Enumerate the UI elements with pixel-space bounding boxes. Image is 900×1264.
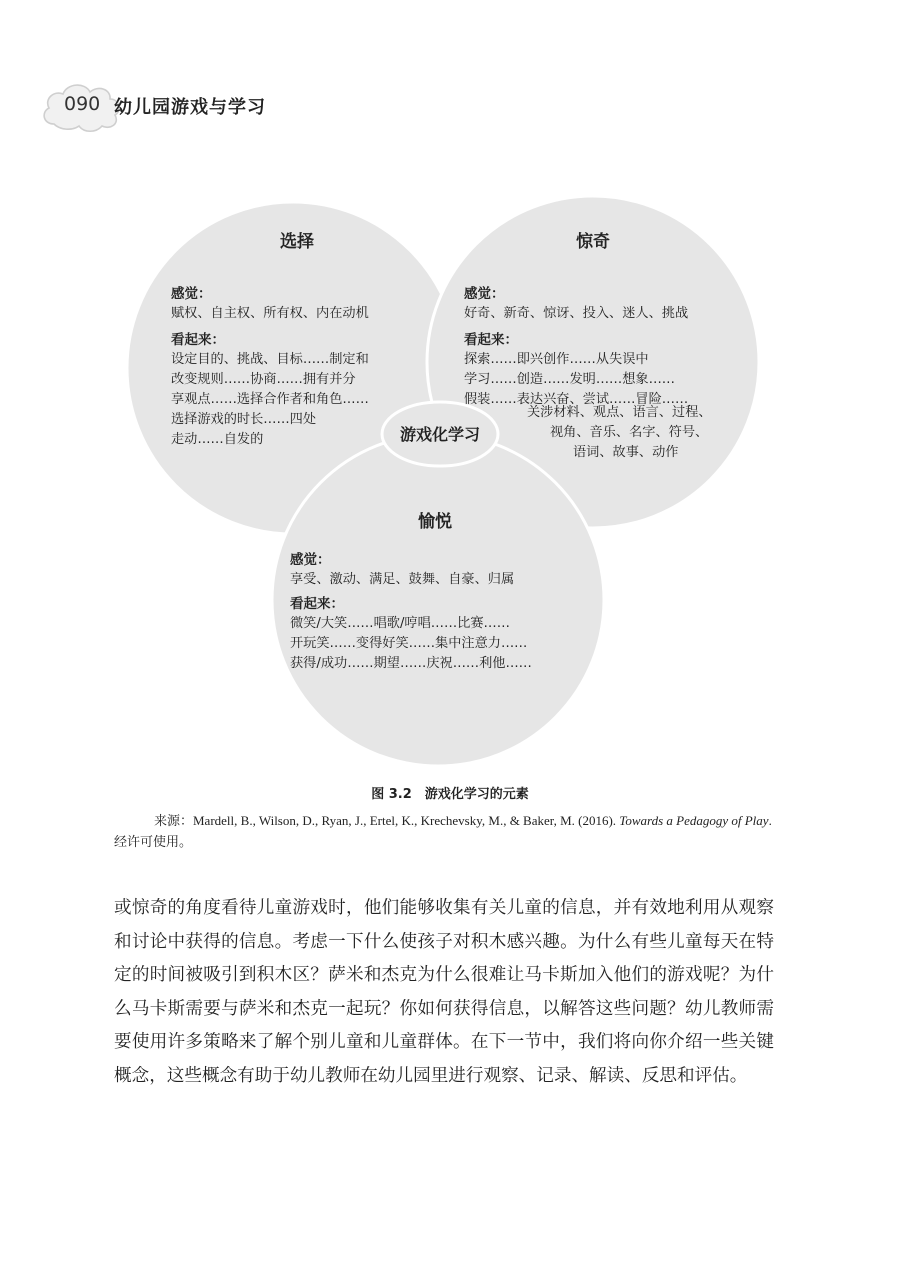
body-text — [114, 892, 774, 1093]
choice-look-line: 选择游戏的时长……四处 — [171, 412, 317, 427]
center-label: 游戏化学习 — [399, 425, 480, 444]
wonder-look-line: 语词、故事、动作 — [573, 445, 679, 460]
choice-look-line: 设定目的、挑战、目标……制定和 — [171, 352, 369, 367]
wonder-look-label: 看起来： — [464, 332, 518, 348]
choice-look-line: 走动……自发的 — [171, 432, 264, 447]
body-paragraph: 或惊奇的角度看待儿童游戏时，他们能够收集有关儿童的信息，并有效地利用从观察和讨论中获得的信息。考虑一下什么使孩子对积木感兴趣。为什么有些儿童每天在特定的时间被吸引到积木区？萨米和杰克为什么很难让马卡斯加入他们的游戏呢？为什么马卡斯需要与萨米和杰克一起玩？你如何获得信息，以解答这些问题？幼儿教师需要使用许多策略来了解个别儿童和儿童群体。在下一节中，我们将向你介绍一些关键概念，这些概念有助于幼儿教师在幼儿园里进行观察、记录、解读、反思和评估。 — [114, 898, 774, 1086]
wonder-title: 惊奇 — [576, 232, 610, 252]
delight-look — [290, 594, 532, 674]
wonder-look-line: 关涉材料、观点、语言、过程、 — [527, 405, 712, 420]
book-title: 幼儿园游戏与学习 — [114, 97, 266, 118]
choice-feel-label: 感觉： — [171, 286, 212, 302]
delight-title: 愉悦 — [418, 512, 452, 532]
wonder-look-line: 视角、音乐、名字、符号、 — [550, 425, 709, 440]
choice-look-label: 看起来： — [171, 332, 225, 348]
delight-look-line: 微笑/大笑……唱歌/哼唱……比赛…… — [290, 616, 510, 631]
wonder-look-line: 探索……即兴创作……从失误中 — [464, 352, 649, 367]
delight-look-line: 获得/成功……期望……庆祝……利他…… — [290, 656, 532, 671]
source-prefix: 来源：Mardell, B., Wilson, D., Ryan, J., Ertel, K., Krechevsky, M., & Baker, M. (2016). — [154, 813, 620, 828]
figure-source — [114, 810, 780, 852]
wonder-feel-text: 好奇、新奇、惊讶、投入、迷人、挑战 — [464, 306, 689, 321]
source-title: Towards a Pedagogy of Play — [619, 813, 769, 828]
wonder-look — [464, 330, 688, 410]
choice-look-line: 改变规则……协商……拥有并分 — [171, 372, 356, 387]
choice-look — [171, 330, 369, 450]
wonder-feel-label: 感觉： — [464, 286, 505, 302]
choice-title: 选择 — [280, 232, 314, 252]
wonder-look-line: 假装……表达兴奋、尝试……冒险…… — [464, 392, 689, 407]
delight-feel — [290, 550, 514, 590]
choice-feel — [171, 284, 369, 324]
choice-feel-text: 赋权、自主权、所有权、内在动机 — [171, 306, 369, 321]
delight-look-label: 看起来： — [290, 596, 344, 612]
source-suffix: . 经许可使用。 — [114, 813, 772, 849]
choice-look-line: 享观点……选择合作者和角色…… — [171, 392, 369, 407]
delight-feel-label: 感觉： — [290, 552, 331, 568]
page-number: 090 — [64, 93, 101, 115]
figure-caption: 图 3.2 游戏化学习的元素 — [371, 787, 529, 802]
wonder-look-line: 学习……创造……发明……想象…… — [464, 372, 675, 387]
delight-feel-text: 享受、激动、满足、鼓舞、自豪、归属 — [290, 572, 515, 587]
delight-look-line: 开玩笑……变得好笑……集中注意力…… — [290, 636, 528, 651]
wonder-feel — [464, 284, 688, 324]
